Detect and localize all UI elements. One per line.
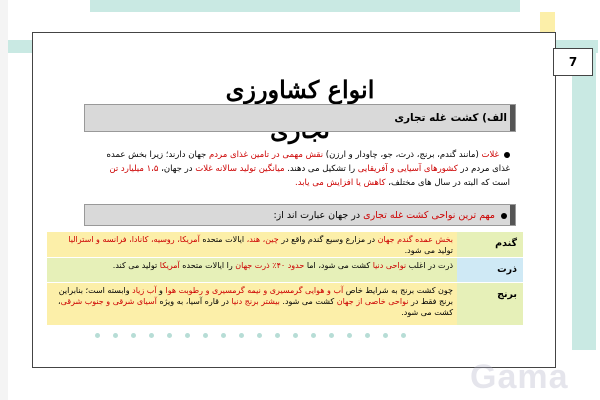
text-segment: چون کشت برنج به شرایط خاص bbox=[343, 286, 453, 295]
text-highlight: بخش عمده گندم جهان bbox=[377, 235, 453, 244]
text-highlight: ۱،۵ میلیارد تن bbox=[109, 164, 159, 174]
dot bbox=[203, 333, 208, 338]
dot bbox=[95, 333, 100, 338]
crop-description bbox=[47, 283, 457, 325]
crop-description bbox=[47, 258, 457, 282]
text-segment: وابسته است؛ بنابراین برنج فقط در bbox=[58, 286, 453, 306]
text-segment: تولید می شود. bbox=[404, 246, 453, 255]
decorative-teal-column bbox=[572, 50, 596, 350]
text-segment: جهان دارند؛ زیرا بخش عمده غذای مردم در bbox=[106, 150, 510, 174]
text-highlight: چین، هند، bbox=[246, 235, 279, 244]
crop-description bbox=[47, 232, 457, 257]
dot bbox=[365, 333, 370, 338]
text-segment: کشت می شود. bbox=[279, 297, 337, 306]
section-heading bbox=[84, 104, 516, 132]
text-segment: کشت می شود، اما bbox=[304, 261, 373, 270]
text-highlight: نواحی خاصی از جهان bbox=[336, 297, 409, 306]
dot bbox=[275, 333, 280, 338]
heading-accent bbox=[510, 205, 515, 225]
dot bbox=[347, 333, 352, 338]
text-highlight: آب و هوایی گرمسیری و نیمه گرمسیری و رطوبت هوا bbox=[165, 286, 344, 295]
text-highlight: میانگین تولید سالانه غلات bbox=[195, 164, 285, 174]
text-highlight: آمریکا، روسیه، کانادا، فرانسه و استرالیا bbox=[68, 235, 200, 244]
text-highlight: آمریکا bbox=[159, 261, 180, 270]
dot bbox=[113, 333, 118, 338]
dot bbox=[185, 333, 190, 338]
text-segment: و bbox=[156, 286, 166, 295]
text-highlight: بیشتر برنج دنیا bbox=[231, 297, 280, 306]
crop-row-wheat bbox=[47, 232, 523, 257]
dot bbox=[149, 333, 154, 338]
text-highlight: نواحی دنیا bbox=[372, 261, 407, 270]
text-highlight: حدود ۴۰٪ ذرت جهان bbox=[235, 261, 305, 270]
regions-intro bbox=[84, 204, 516, 226]
text-segment: تولید می کند. bbox=[112, 261, 160, 270]
text-highlight: کاهش یا افزایش می یابد. bbox=[295, 178, 386, 188]
text-highlight: کشورهای آسیایی و آفریقایی bbox=[357, 164, 458, 174]
slide-title: انواع کشاورزی bbox=[225, 75, 375, 104]
slide-left-edge bbox=[0, 0, 8, 400]
dot bbox=[257, 333, 262, 338]
text-segment: است که البته در سال های مختلف، bbox=[385, 178, 510, 188]
heading-accent bbox=[510, 105, 515, 131]
bullet-icon bbox=[501, 213, 507, 219]
crop-name: برنج bbox=[457, 283, 523, 325]
dot bbox=[293, 333, 298, 338]
text-segment: ایالات متحده bbox=[199, 235, 247, 244]
dot bbox=[401, 333, 406, 338]
text-segment: ، کشت می شود. bbox=[57, 297, 453, 317]
decorative-dots bbox=[95, 330, 415, 342]
text-segment: در جهان عبارت اند از: bbox=[273, 210, 364, 221]
text-highlight: آب زیاد bbox=[132, 286, 157, 295]
dot bbox=[131, 333, 136, 338]
watermark-logo: Gama bbox=[470, 358, 569, 396]
bullet-icon bbox=[504, 152, 510, 158]
grains-paragraph bbox=[92, 148, 510, 190]
dot bbox=[239, 333, 244, 338]
text-segment: را ایالات متحده bbox=[179, 261, 236, 270]
text-segment: را تشکیل می دهند. bbox=[284, 164, 358, 174]
crop-name: ذرت bbox=[457, 258, 523, 282]
section-heading-text: الف) کشت غله تجاری bbox=[394, 112, 507, 124]
dot bbox=[221, 333, 226, 338]
text-segment: در مزارع وسیع گندم واقع در bbox=[278, 235, 378, 244]
dot bbox=[383, 333, 388, 338]
text-highlight: نقش مهمی در تامین غذای مردم bbox=[208, 150, 324, 160]
text-highlight: آسیای شرقی و جنوب شرقی bbox=[60, 297, 157, 306]
crop-row-corn bbox=[47, 258, 523, 282]
text-grains: غلات bbox=[481, 150, 499, 160]
decorative-top-band bbox=[90, 0, 520, 12]
crop-name: گندم bbox=[457, 232, 523, 257]
slide-number: 7 bbox=[553, 48, 593, 76]
crop-row-rice bbox=[47, 283, 523, 325]
dot bbox=[311, 333, 316, 338]
text-segment: در جهان، bbox=[158, 164, 196, 174]
dot bbox=[167, 333, 172, 338]
dot bbox=[329, 333, 334, 338]
text-highlight: مهم ترین نواحی کشت غله تجاری bbox=[363, 210, 495, 221]
text-segment: (مانند گندم، برنج، ذرت، جو، چاودار و ارزن) bbox=[323, 150, 482, 160]
text-segment: در قاره آسیا، به ویژه bbox=[156, 297, 232, 306]
text-segment: ذرت در اغلب bbox=[406, 261, 453, 270]
